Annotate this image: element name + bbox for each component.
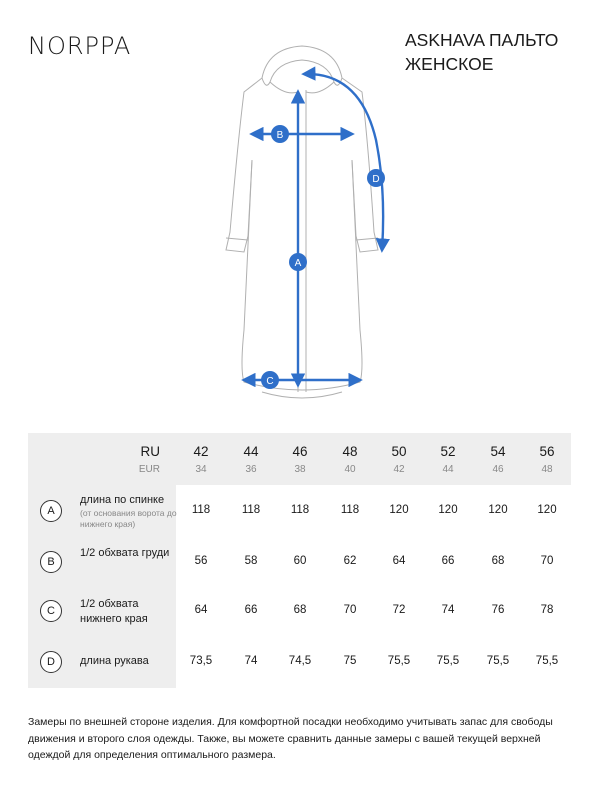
eur-size: 42 xyxy=(393,464,405,475)
eur-size: 34 xyxy=(195,464,207,475)
value-cell: 74 xyxy=(441,604,455,616)
size-header-band xyxy=(176,433,571,485)
value-cell: 75,5 xyxy=(535,655,559,667)
eur-size-label: EUR xyxy=(138,464,160,475)
value-cell: 74 xyxy=(244,655,258,667)
row-badge-b: B xyxy=(40,551,62,573)
value-cell: 118 xyxy=(340,504,360,516)
svg-text:B: B xyxy=(276,130,284,141)
row-label-c: 1/2 обхвата нижнего края xyxy=(80,598,148,625)
svg-text:A: A xyxy=(294,258,302,269)
ru-size: 44 xyxy=(243,444,259,459)
row-sublabel-a: (от основания ворота до нижнего края) xyxy=(80,508,177,529)
value-cell: 68 xyxy=(491,555,505,567)
svg-text:D: D xyxy=(372,174,380,185)
eur-size: 44 xyxy=(442,464,454,475)
row-badge-c: C xyxy=(40,600,62,622)
value-cell: 56 xyxy=(194,555,208,567)
row-badge-a: A xyxy=(40,500,62,522)
measurement-lines xyxy=(244,74,383,385)
ru-size: 48 xyxy=(342,444,358,459)
brand-logo: NORPPA xyxy=(28,32,132,60)
value-cell: 75 xyxy=(343,655,357,667)
ru-size: 56 xyxy=(539,444,555,459)
value-cell: 118 xyxy=(191,504,211,516)
svg-text:C: C xyxy=(266,376,274,387)
value-cell: 120 xyxy=(438,504,458,516)
value-cell: 73,5 xyxy=(189,655,213,667)
eur-size: 46 xyxy=(492,464,504,475)
value-cell: 70 xyxy=(343,604,357,616)
value-cell: 66 xyxy=(244,604,258,616)
row-label-b: 1/2 обхвата груди xyxy=(80,547,170,559)
ru-size: 50 xyxy=(391,444,407,459)
row-badge-d: D xyxy=(40,651,62,673)
value-cell: 76 xyxy=(491,604,505,616)
ru-size-label: RU xyxy=(140,444,160,459)
value-cell: 64 xyxy=(392,555,406,567)
badge-a xyxy=(289,253,307,271)
product-title: ASKHAVA ПАЛЬТО ЖЕНСКОЕ xyxy=(405,30,559,74)
value-cell: 75,5 xyxy=(436,655,460,667)
value-cell: 62 xyxy=(343,555,357,567)
measure-d-line xyxy=(304,74,383,250)
row-label-d: длина рукава xyxy=(80,655,149,667)
coat-outline xyxy=(226,46,378,398)
ru-size: 52 xyxy=(440,444,456,459)
value-cell: 60 xyxy=(293,555,307,567)
value-cell: 66 xyxy=(441,555,455,567)
eur-size: 38 xyxy=(294,464,306,475)
eur-size: 36 xyxy=(245,464,257,475)
badge-b xyxy=(271,125,289,143)
value-cell: 75,5 xyxy=(486,655,510,667)
coat-measurement-diagram xyxy=(200,40,420,410)
value-cell: 118 xyxy=(241,504,261,516)
value-cell: 64 xyxy=(194,604,208,616)
value-cell: 118 xyxy=(290,504,310,516)
value-cell: 78 xyxy=(540,604,554,616)
value-cell: 68 xyxy=(293,604,307,616)
row-label-a: длина по спинке xyxy=(80,494,165,506)
value-cell: 120 xyxy=(537,504,557,516)
value-cell: 74,5 xyxy=(288,655,312,667)
value-cell: 58 xyxy=(244,555,258,567)
eur-size: 48 xyxy=(541,464,553,475)
ru-size: 46 xyxy=(292,444,308,459)
value-cell: 120 xyxy=(389,504,409,516)
badge-d xyxy=(367,169,385,187)
value-cell: 70 xyxy=(540,555,554,567)
value-cell: 72 xyxy=(392,604,406,616)
ru-size: 42 xyxy=(193,444,209,459)
value-cell: 75,5 xyxy=(387,655,411,667)
measurement-note: Замеры по внешней стороне изделия. Для комфортной посадки необходимо учитывать запас для свободы движения и второго слоя одежды. Также, вы можете сравнить данные замеры с вашей текущей верхней одеждой для определения оптимального размера. xyxy=(28,716,553,761)
value-cell: 120 xyxy=(488,504,508,516)
measurement-badges xyxy=(261,125,385,389)
ru-size: 54 xyxy=(490,444,506,459)
eur-size: 40 xyxy=(344,464,356,475)
badge-c xyxy=(261,371,279,389)
